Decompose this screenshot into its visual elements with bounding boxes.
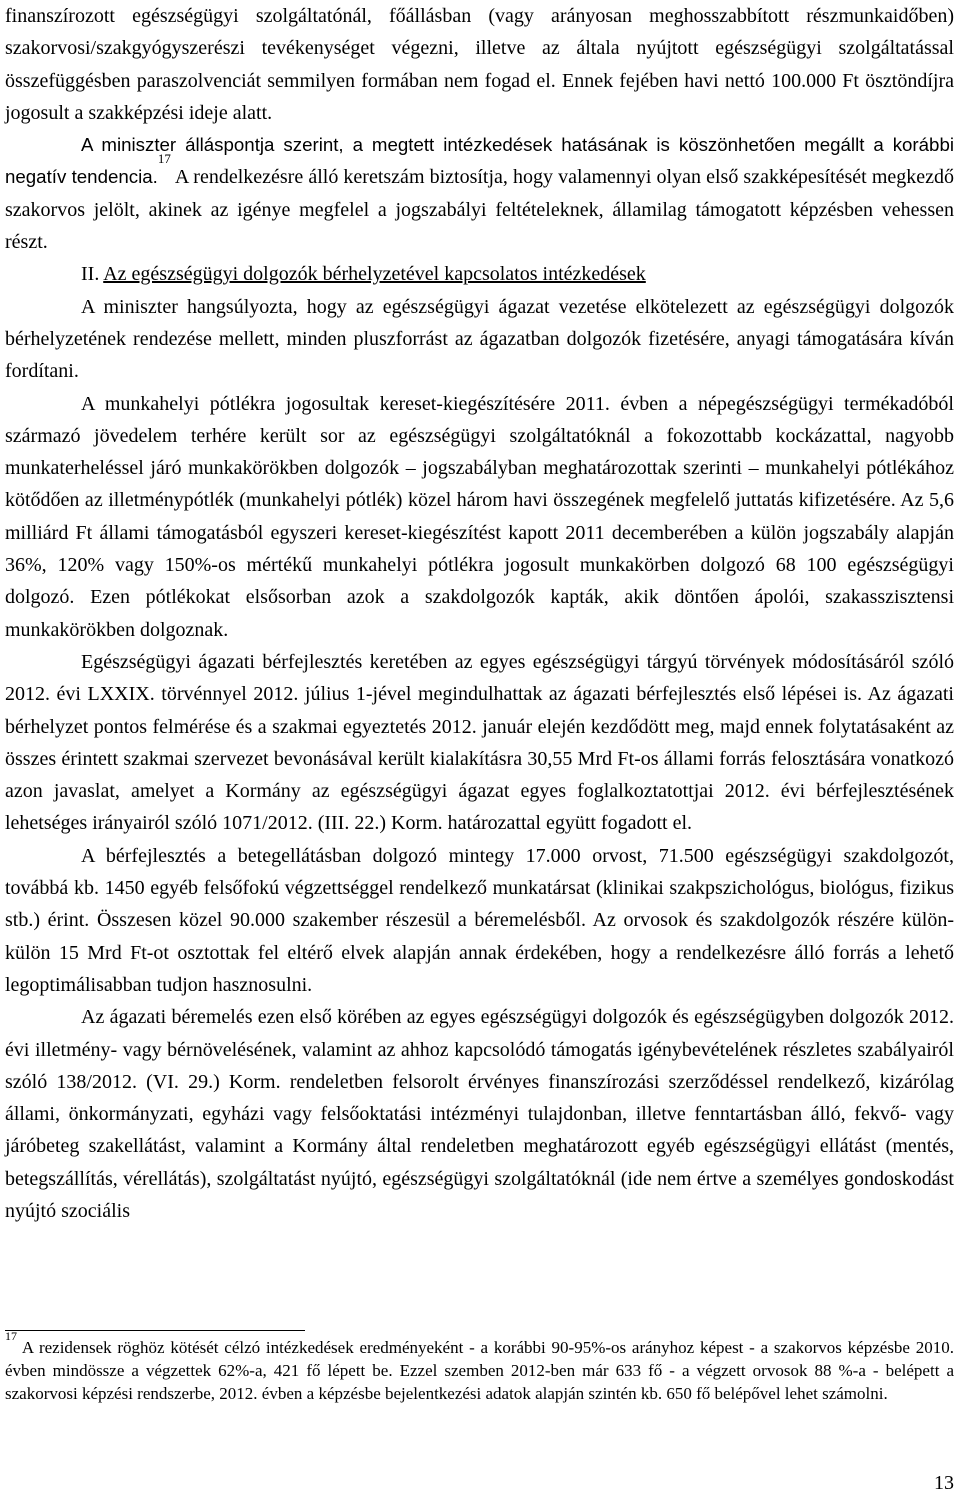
paragraph-2-rest: A rendelkezésre álló keretszám biztosítja, hogy valamennyi olyan első szakképesítését megkezdő szakorvos jelölt, akinek az igénye megfelel a jogszabályi feltételeknek, államilag támogatott képzésben vehessen részt. bbox=[5, 166, 954, 254]
paragraph-2 bbox=[5, 129, 954, 258]
paragraph-2-lead: A miniszter álláspontja szerint, a megtett intézkedések hatásának is köszönhetően megállt a korábbi negatív tendencia. bbox=[5, 134, 954, 188]
paragraph-6: A bérfejlesztés a betegellátásban dolgozó mintegy 17.000 orvost, 71.500 egészségügyi szakdolgozót, továbbá kb. 1450 egyéb felsőfokú végzettséggel rendelkező munkatársat (klinikai szakpszichológus, biológus, fizikus stb.) érint. Összesen közel 90.000 szakember részesül a béremelésből. Az orvosok és szakdolgozók részére külön-külön 15 Mrd Ft-ot osztottak fel eltérő elvek alapján annak érdekében, hogy a rendelkezésre álló forrás a lehető legoptimálisabban tudjon hasznosulni. bbox=[5, 844, 954, 996]
paragraph-4: A munkahelyi pótlékra jogosultak kereset-kiegészítésére 2011. évben a népegészségügyi termékadóból származó jövedelem terhére került sor az egészségügyi szolgáltatóknál a fokozottabb kockázattal, nagyobb munkaterheléssel járó munkakörökben dolgozók – jogszabályban meghatározottak szerinti – munkahelyi pótlékához kötődően az illetménypótlék (munkahelyi pótlék) közel három havi összegének megfelelő juttatás kifizetésére. Az 5,6 milliárd Ft állami támogatásból egyszeri kereset-kiegészítést kapott 2011 decemberében a külön jogszabály alapján 36%, 120% vagy 150%-os mértékű munkahelyi pótlékra jogosult munkakörben dolgozó 68 100 egészségügyi dolgozó. Ezen pótlékokat elsősorban azok a szakdolgozók kapták, akik döntően ápolói, szakasszisztensi munkakörökben dolgoznak. bbox=[5, 392, 954, 641]
section-title: Az egészségügyi dolgozók bérhelyzetével kapcsolatos intézkedések bbox=[103, 263, 646, 286]
section-number: II. bbox=[81, 263, 104, 286]
paragraph-5: Egészségügyi ágazati bérfejlesztés keretében az egyes egészségügyi tárgyú törvények módosításáról szóló 2012. évi LXXIX. törvénnyel 2012. július 1-jével megindulhattak az ágazati bérfejlesztés első lépései is. Az ágazati bérhelyzet pontos felmérése és a szakmai egyeztetés 2012. január elején kezdődött meg, majd ennek folytatásaként az összes érintett szakmai szervezet bevonásával került kialakításra 30,55 Mrd Ft-os állami forrás felosztására vonatkozó azon javaslat, amelyet a Kormány az egészségügyi ágazat egyes foglalkoztatottjai 2012. évi bérfejlesztésének lehetséges irányairól szóló 1071/2012. (III. 22.) Korm. határozattal együtt fogadott el. bbox=[5, 650, 954, 835]
page-number: 13 bbox=[934, 1472, 954, 1494]
section-heading bbox=[5, 258, 954, 290]
footnote-reference[interactable]: 17 bbox=[157, 151, 171, 167]
paragraph-3: A miniszter hangsúlyozta, hogy az egészségügyi ágazat vezetése elkötelezett az egészségügyi dolgozók bérhelyzetének rendezése mellett, minden pluszforrást az ágazatban dolgozók fizetésére, anyagi támogatására kíván fordítani. bbox=[5, 295, 954, 383]
paragraph-7: Az ágazati béremelés ezen első körében az egyes egészségügyi dolgozók és egészségügyben dolgozók 2012. évi illetmény- vagy bérnövelésének, valamint az ahhoz kapcsolódó támogatás igénybevételének részletes szabályairól szóló 138/2012. (VI. 29.) Korm. rendeletben felsorolt érvényes finanszírozási szerződéssel rendelkező, kizárólag állami, önkormányzati, egyházi vagy felsőoktatási intézményi tulajdonban, illetve fenntartásban álló, fekvő- vagy járóbeteg szakellátást, valamint a Kormány által rendeletben meghatározott egyéb egészségügyi ellátást (mentés, betegszállítás, vérellátás), szolgáltatást nyújtó, egészségügyi szolgáltatóknál (ide nem értve a személyes gondoskodást nyújtó szociális bbox=[5, 1006, 954, 1222]
footnote-number: 17 bbox=[5, 1329, 17, 1343]
body-text bbox=[5, 0, 954, 1227]
footnote-text: A rezidensek röghöz kötését célzó intézkedések eredményeként - a korábbi 90-95%-os arányhoz képest - a szakorvos képzésbe 2010. évben mindössze a végzettek 62%-a, 421 fő lépett be. Ezzel szemben 2012-ben már 633 fő - a végzett orvosok 88 %-a - belépett a szakorvosi képzési rendszerbe, 2012. évben a képzésbe bejelentkezési adatok alapján szintén kb. 650 fő belépővel lehet számolni. bbox=[5, 1338, 954, 1403]
paragraph-1: finanszírozott egészségügyi szolgáltatónál, főállásban (vagy arányosan meghosszabbított részmunkaidőben) szakorvosi/szakgyógyszerészi tevékenységet végezni, illetve az általa nyújtott egészségügyi szolgáltatással összefüggésben paraszolvenciát semmilyen formában nem fogad el. Ennek fejében havi nettó 100.000 Ft ösztöndíjra jogosult a szakképzési ideje alatt. bbox=[5, 5, 954, 124]
footnote bbox=[5, 1329, 954, 1405]
footnote-separator bbox=[5, 1330, 305, 1331]
